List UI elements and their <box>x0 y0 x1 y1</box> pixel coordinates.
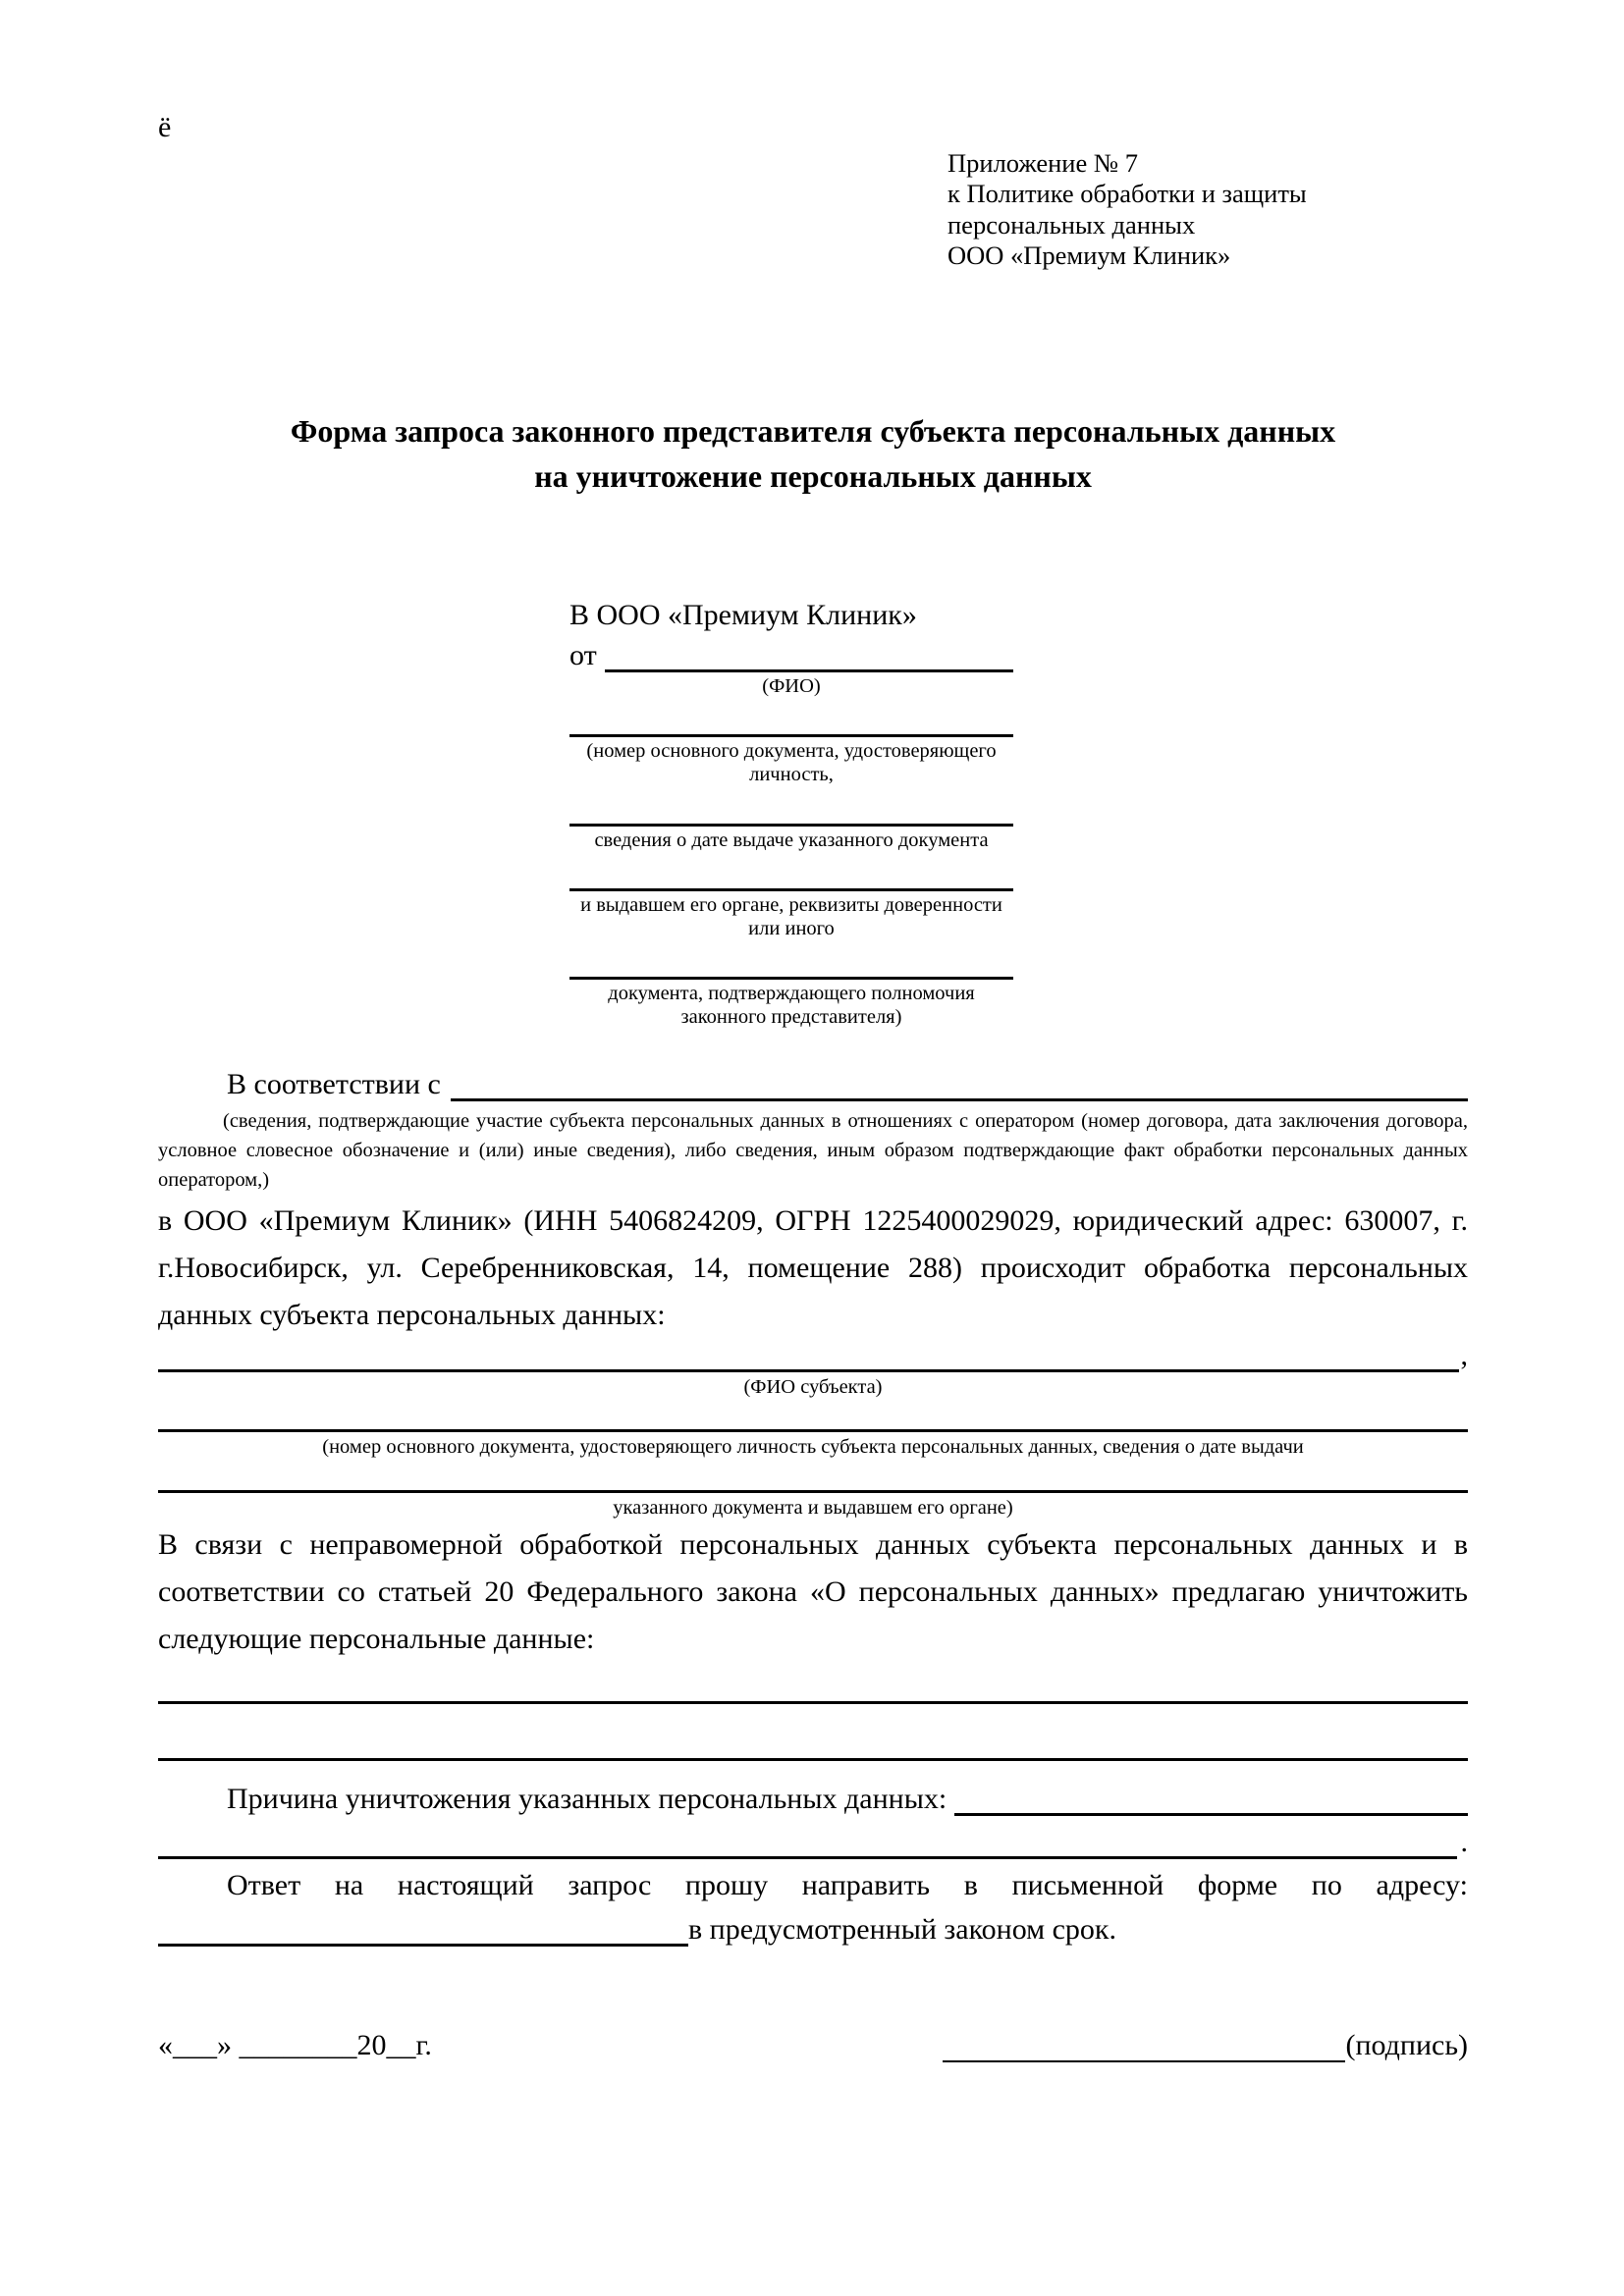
blank-field-line-2 <box>158 1704 1468 1761</box>
addressee-block <box>569 598 1013 1030</box>
representative-doc-caption-3: и выдавшем его органе, реквизиты доверенности или иного <box>580 894 1002 939</box>
comma-suffix: , <box>1460 1338 1468 1371</box>
signature-caption: (подпись) <box>1345 2028 1468 2061</box>
reason-label: Причина уничтожения указанных персональных данных: <box>227 1783 947 1816</box>
subject-fio-line <box>158 1347 1459 1372</box>
operator-paragraph: в ООО «Премиум Клиник» (ИНН 5406824209, ОГРН 1225400029029, юридический адрес: 630007, г. г.Новосибирск, ул. Серебренниковская, 14, помещение 288) происходит обработка персональных данных субъекта персональных данных: <box>158 1203 1468 1331</box>
accordance-fill-line <box>451 1068 1468 1101</box>
subject-fio-row <box>158 1339 1468 1372</box>
representative-doc-caption-4: документа, подтверждающего полномочия законного представителя) <box>608 983 975 1028</box>
accordance-row <box>158 1068 1468 1101</box>
fio-caption: (ФИО) <box>762 674 821 697</box>
appendix-block <box>947 148 1468 271</box>
appendix-line-2: к Политике обработки и защиты <box>947 179 1307 209</box>
reason-row <box>158 1783 1468 1816</box>
reply-tail-text: в предусмотренный законом срок. <box>688 1912 1116 1946</box>
from-label: от <box>569 638 597 671</box>
appendix-line-1: Приложение № 7 <box>947 148 1139 178</box>
document-body <box>158 1068 1468 2061</box>
reason-fill-line <box>954 1783 1468 1816</box>
representative-doc-line-2 <box>569 787 1013 827</box>
blank-field-line-1 <box>158 1663 1468 1704</box>
signature-block <box>943 2029 1468 2062</box>
reply-paragraph: Ответ на настоящий запрос прошу направить в письменной форме по адресу: <box>227 1869 1468 1902</box>
representative-doc-line-1 <box>569 698 1013 737</box>
reply-tail-row <box>158 1909 1468 1947</box>
subject-doc-line-2 <box>158 1460 1468 1493</box>
stray-char: ё <box>158 111 172 143</box>
representative-doc-line-3 <box>569 852 1013 891</box>
accordance-note: (сведения, подтверждающие участие субъекта персональных данных в отношениях с оператором (номер договора, дата заключения договора, условное словесное обозначение и (или) иные сведения), либо сведения, иным образом подтверждающие факт обработки персональных данных оператором,) <box>158 1110 1468 1191</box>
representative-doc-caption-2: сведения о дате выдаче указанного документа <box>594 828 989 851</box>
representative-doc-caption-1: (номер основного документа, удостоверяющего личность, <box>586 740 997 785</box>
appendix-line-4: ООО «Премиум Клиник» <box>947 240 1231 270</box>
subject-doc-caption-1: (номер основного документа, удостоверяющего личность субъекта персональных данных, сведения о дате выдачи <box>322 1436 1304 1459</box>
subject-fio-caption: (ФИО субъекта) <box>743 1375 883 1398</box>
reason-fill-line-2 <box>158 1816 1457 1859</box>
doc-title-line-1: Форма запроса законного представителя субъекта персональных данных <box>290 413 1336 450</box>
subject-doc-caption-2: указанного документа и выдавшем его органе) <box>613 1496 1013 1519</box>
doc-title-line-2: на уничтожение персональных данных <box>534 458 1092 495</box>
subject-doc-line-1 <box>158 1399 1468 1432</box>
date-placeholder: «___» ________20__г. <box>158 2028 432 2061</box>
footer-row <box>158 2029 1468 2062</box>
signature-line <box>943 2029 1345 2062</box>
from-row <box>569 637 1013 672</box>
from-fill-line <box>605 637 1013 672</box>
destroy-paragraph: В связи с неправомерной обработкой персональных данных субъекта персональных данных и в соответствии со статьей 20 Федерального закона «О персональных данных» предлагаю уничтожить следующие персональные данные: <box>158 1528 1468 1656</box>
accordance-label: В соответствии с <box>227 1068 441 1101</box>
doc-title <box>158 408 1468 500</box>
representative-doc-line-4 <box>569 940 1013 980</box>
reason-line-2 <box>158 1816 1468 1859</box>
reply-address-line <box>158 1909 688 1947</box>
addressee-to: В ООО «Премиум Клиник» <box>569 598 917 631</box>
appendix-line-3: персональных данных <box>947 209 1196 240</box>
period-suffix: . <box>1460 1826 1468 1859</box>
